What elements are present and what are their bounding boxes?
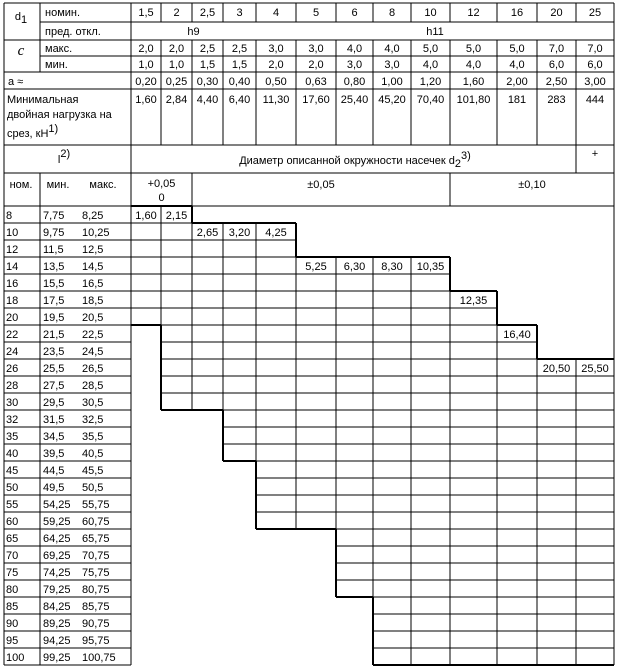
length-footnote: 2) [60, 148, 71, 160]
length-nominal: 16 [6, 278, 19, 290]
length-min: 39,5 [43, 448, 65, 460]
length-min: 11,5 [43, 244, 64, 256]
d2-value: 2,15 [165, 210, 188, 222]
c-min-value: 3,0 [384, 59, 400, 71]
c-max-value: 3,0 [308, 43, 324, 55]
c-min-value: 6,0 [587, 59, 603, 71]
length-max: 45,5 [82, 465, 104, 477]
approx-sign: ≈ [14, 76, 24, 88]
d1-nominal-value: 2 [173, 7, 180, 19]
length-min: 31,5 [43, 414, 65, 426]
load-label-line: двойная нагрузка на [7, 109, 112, 121]
length-min-header: мин. [46, 179, 70, 191]
load-label-line: Минимальная [7, 94, 79, 106]
c-min-value: 4,0 [465, 59, 482, 71]
max-label: макс. [45, 43, 73, 55]
c-min-value: 6,0 [548, 59, 565, 71]
d1-nominal-value: 2,5 [199, 7, 216, 19]
length-min: 17,5 [43, 295, 65, 307]
length-nominal: 95 [6, 635, 19, 647]
length-nominal: 14 [6, 261, 19, 273]
d2-footnote: 3) [461, 150, 471, 162]
a-value: 1,20 [419, 76, 442, 88]
length-max: 20,5 [82, 312, 104, 324]
d2-value: 25,50 [581, 363, 609, 375]
tolerance-h11: h11 [426, 26, 444, 38]
c-max-value: 5,0 [465, 43, 482, 55]
d2-subscript: 2 [454, 158, 462, 170]
d2-value: 1,60 [135, 210, 157, 222]
length-min: 94,25 [43, 635, 71, 647]
d1-nominal-value: 5 [312, 7, 320, 19]
d1-nominal-value: 25 [588, 7, 602, 19]
c-max-value: 2,0 [138, 43, 154, 55]
length-min: 79,25 [43, 584, 71, 596]
d1-label [15, 11, 27, 26]
length-min: 44,5 [43, 465, 65, 477]
d2-value: 5,25 [305, 261, 327, 273]
a-label [8, 76, 23, 88]
length-max: 10,25 [82, 227, 110, 239]
length-nominal: 80 [6, 584, 19, 596]
d1-nominal-value: 10 [424, 7, 437, 19]
length-min: 99,25 [43, 652, 71, 664]
c-max-value: 3,0 [268, 43, 284, 55]
length-min: 21,5 [43, 329, 65, 341]
length-max: 30,5 [82, 397, 104, 409]
d1-nominal-value: 6 [351, 7, 358, 19]
length-max: 100,75 [82, 652, 116, 664]
c-max-value: 7,0 [587, 43, 603, 55]
plus-mark: + [591, 148, 599, 160]
d1-nominal-value: 20 [550, 7, 563, 19]
length-nominal: 22 [6, 329, 19, 341]
c-max-value: 5,0 [509, 43, 525, 55]
c-min-value: 4,0 [509, 59, 525, 71]
d2-value: 20,50 [542, 363, 571, 375]
length-max: 12,5 [82, 244, 104, 256]
min-label: мин. [45, 59, 68, 71]
load-label-line: срез, кН [7, 128, 49, 140]
tolerance-upper: +0,05 [147, 178, 176, 190]
c-min-value: 1,0 [168, 59, 185, 71]
a-value: 1,60 [462, 76, 485, 88]
tolerance-pm005: ±0,05 [307, 179, 335, 191]
a-value: 3,00 [584, 76, 606, 88]
d1-nominal-value: 16 [510, 7, 524, 19]
length-min: 69,25 [43, 550, 71, 562]
a-value: 2,00 [506, 76, 528, 88]
d1-nominal-value: 3 [236, 7, 243, 19]
length-min: 54,25 [43, 499, 71, 511]
c-min-value: 4,0 [422, 59, 439, 71]
c-min-value: 1,0 [138, 59, 154, 71]
length-max: 60,75 [82, 516, 110, 528]
c-max-value: 4,0 [384, 43, 400, 55]
length-max: 50,5 [82, 482, 104, 494]
length-min: 23,5 [43, 346, 65, 358]
a-value: 0,25 [165, 76, 188, 88]
min-load-value: 70,40 [416, 94, 445, 106]
length-nominal: 26 [6, 363, 19, 375]
length-min: 7,75 [43, 210, 65, 222]
length-max-header: макс. [89, 179, 117, 191]
length-min: 34,5 [43, 431, 65, 443]
length-max: 32,5 [82, 414, 104, 426]
length-nominal: 8 [6, 210, 13, 222]
length-max: 16,5 [82, 278, 104, 290]
c-min-value: 1,5 [199, 59, 216, 71]
length-nominal: 75 [6, 567, 19, 579]
length-min: 29,5 [43, 397, 65, 409]
length-max: 14,5 [82, 261, 104, 273]
c-min-value: 2,0 [308, 59, 324, 71]
min-load-value: 4,40 [196, 94, 219, 106]
min-load-value: 45,20 [378, 94, 406, 106]
length-max: 80,75 [82, 584, 110, 596]
length-min: 25,5 [43, 363, 65, 375]
d2-value: 16,40 [503, 329, 531, 341]
a-value: 0,40 [228, 76, 251, 88]
c-min-value: 1,5 [231, 59, 248, 71]
a-symbol: a [8, 76, 15, 88]
length-label [58, 148, 70, 166]
length-nominal: 40 [6, 448, 19, 460]
length-max: 75,75 [82, 567, 110, 579]
d1-nominal-value: 4 [272, 7, 280, 19]
length-nominal: 20 [6, 312, 19, 324]
c-max-value: 5,0 [422, 43, 439, 55]
length-min: 64,25 [43, 533, 71, 545]
nominal-label: номин. [45, 7, 81, 19]
length-min: 89,25 [43, 618, 71, 630]
length-symbol: l [57, 154, 61, 166]
length-min: 27,5 [43, 380, 65, 392]
d1-nominal-value: 12 [467, 7, 480, 19]
min-load-value: 181 [507, 94, 527, 106]
a-value: 1,00 [381, 76, 403, 88]
length-max: 40,5 [82, 448, 104, 460]
length-nominal: 30 [6, 397, 19, 409]
length-nominal: 18 [6, 295, 19, 307]
length-nominal: 12 [6, 244, 19, 256]
d2-symbol: d [448, 155, 455, 167]
min-load-value: 444 [585, 94, 605, 106]
load-footnote: 1) [48, 123, 59, 135]
length-nominal: 32 [6, 414, 19, 426]
min-load-value: 17,60 [302, 94, 330, 106]
tolerance-lower: 0 [158, 192, 165, 204]
length-max: 8,25 [82, 210, 104, 222]
length-max: 70,75 [82, 550, 110, 562]
length-max: 90,75 [82, 618, 110, 630]
d1-subscript: 1 [21, 14, 28, 26]
d1-nominal-value: 8 [388, 7, 396, 19]
d2-value: 3,20 [228, 227, 251, 239]
a-value: 2,50 [545, 76, 568, 88]
length-nominal: 35 [6, 431, 19, 443]
length-nominal: 100 [6, 652, 25, 664]
length-nominal: 10 [6, 227, 19, 239]
a-value: 0,20 [135, 76, 157, 88]
d2-value: 12,35 [459, 295, 488, 307]
length-nominal: 28 [6, 380, 19, 392]
length-nom-header: ном. [9, 179, 33, 191]
min-load-value: 11,30 [262, 94, 290, 106]
c-min-value: 3,0 [346, 59, 363, 71]
length-max: 85,75 [82, 601, 110, 613]
length-max: 65,75 [82, 533, 110, 545]
c-symbol: c [17, 43, 25, 59]
c-min-value: 2,0 [268, 59, 284, 71]
length-max: 26,5 [82, 363, 104, 375]
d2-value: 10,35 [416, 261, 445, 273]
length-nominal: 70 [6, 550, 19, 562]
length-max: 22,5 [82, 329, 104, 341]
tolerance-label: пред. откл. [45, 26, 101, 38]
length-min: 84,25 [43, 601, 71, 613]
min-load-value: 25,40 [340, 94, 369, 106]
min-load-value: 6,40 [228, 94, 251, 106]
length-max: 24,5 [82, 346, 104, 358]
length-min: 19,5 [43, 312, 65, 324]
d2-value: 2,65 [196, 227, 219, 239]
load-label [7, 123, 58, 140]
length-max: 55,75 [82, 499, 110, 511]
min-load-value: 2,84 [165, 94, 188, 106]
a-value: 0,50 [265, 76, 287, 88]
length-max: 95,75 [82, 635, 110, 647]
d2-value: 4,25 [265, 227, 287, 239]
length-max: 28,5 [82, 380, 104, 392]
diameter-header [239, 150, 471, 170]
a-value: 0,80 [343, 76, 366, 88]
length-nominal: 24 [6, 346, 19, 358]
min-load-value: 283 [547, 94, 566, 106]
length-max: 18,5 [82, 295, 104, 307]
length-nominal: 65 [6, 533, 19, 545]
length-nominal: 45 [6, 465, 19, 477]
length-min: 15,5 [43, 278, 65, 290]
a-value: 0,30 [196, 76, 219, 88]
c-max-value: 2,5 [231, 43, 248, 55]
d2-value: 6,30 [343, 261, 366, 273]
length-min: 49,5 [43, 482, 65, 494]
length-nominal: 50 [6, 482, 19, 494]
tolerance-h9: h9 [187, 26, 200, 38]
length-nominal: 85 [6, 601, 19, 613]
c-max-value: 2,5 [199, 43, 216, 55]
min-load-value: 1,60 [135, 94, 157, 106]
c-max-value: 2,0 [168, 43, 185, 55]
length-nominal: 90 [6, 618, 19, 630]
c-max-value: 7,0 [548, 43, 565, 55]
min-load-value: 101,80 [456, 94, 491, 106]
length-min: 9,75 [43, 227, 65, 239]
d2-value: 8,30 [381, 261, 403, 273]
length-max: 35,5 [82, 431, 104, 443]
length-nominal: 60 [6, 516, 19, 528]
length-min: 74,25 [43, 567, 71, 579]
length-min: 59,25 [43, 516, 71, 528]
length-min: 13,5 [43, 261, 65, 273]
c-max-value: 4,0 [346, 43, 363, 55]
diameter-title: Диаметр описанной окружности насечек [239, 155, 449, 167]
d1-nominal-value: 1,5 [138, 7, 154, 19]
a-value: 0,63 [305, 76, 327, 88]
d1-symbol: d [14, 11, 21, 23]
length-nominal: 55 [6, 499, 19, 511]
tolerance-pm010: ±0,10 [518, 179, 546, 191]
